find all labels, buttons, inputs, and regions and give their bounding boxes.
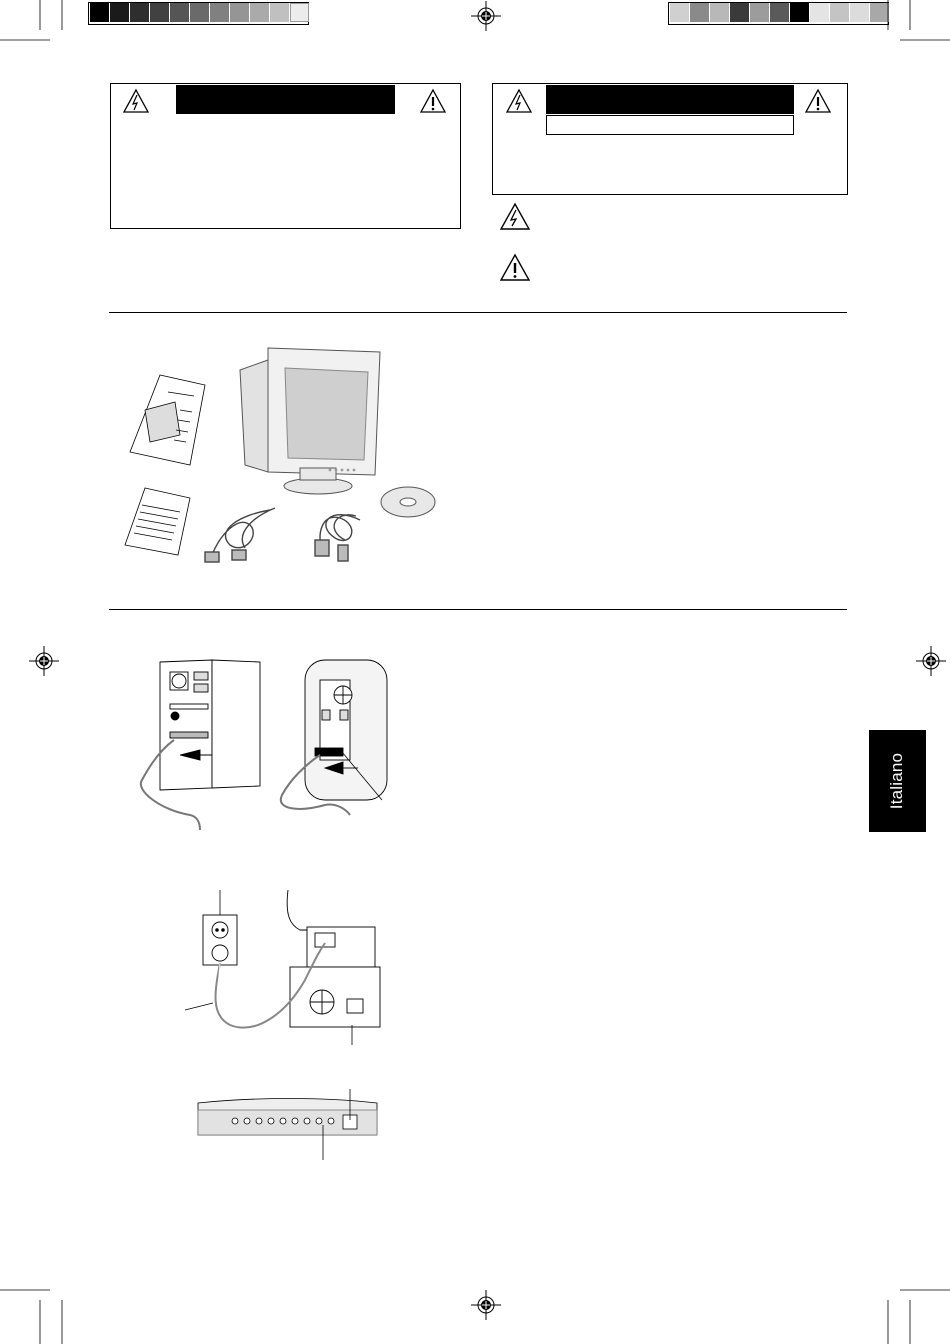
package-contents-illustration (120, 340, 450, 580)
exclamation-warning-icon (805, 89, 831, 113)
warranty-card-icon (125, 488, 190, 555)
registration-mark-icon (916, 646, 946, 676)
caution-box (492, 83, 848, 195)
power-cord-icon (205, 508, 275, 562)
signal-cable-icon (315, 515, 360, 561)
pc-tower-icon (160, 660, 260, 790)
language-label: Italiano (887, 752, 907, 810)
lightning-warning-icon (506, 89, 532, 113)
crt-monitor-icon (240, 348, 380, 494)
signal-cable-connection-illustration (130, 640, 410, 840)
registration-mark-icon (471, 1, 501, 31)
exclamation-warning-icon (420, 89, 446, 113)
cd-rom-icon (381, 487, 435, 517)
section-divider (109, 609, 847, 610)
registration-mark-icon (29, 646, 59, 676)
caution-subtitle-box (546, 115, 794, 135)
power-cord-connection-illustration (175, 885, 385, 1045)
section-divider (109, 312, 847, 313)
warning-box (110, 83, 461, 229)
callout-line (185, 1003, 213, 1010)
mac-tower-icon (305, 660, 387, 800)
registration-mark-icon (471, 1290, 501, 1320)
wall-outlet-icon (203, 915, 237, 965)
front-panel-controls-illustration (195, 1085, 380, 1165)
lightning-warning-icon (123, 89, 149, 113)
lightning-warning-icon (500, 203, 530, 230)
user-manual-icon (130, 375, 205, 465)
warning-title-bar (176, 85, 395, 114)
caution-title-bar (546, 85, 794, 114)
language-side-tab (869, 730, 926, 832)
exclamation-warning-icon (500, 254, 530, 281)
monitor-rear-icon (287, 890, 380, 1027)
